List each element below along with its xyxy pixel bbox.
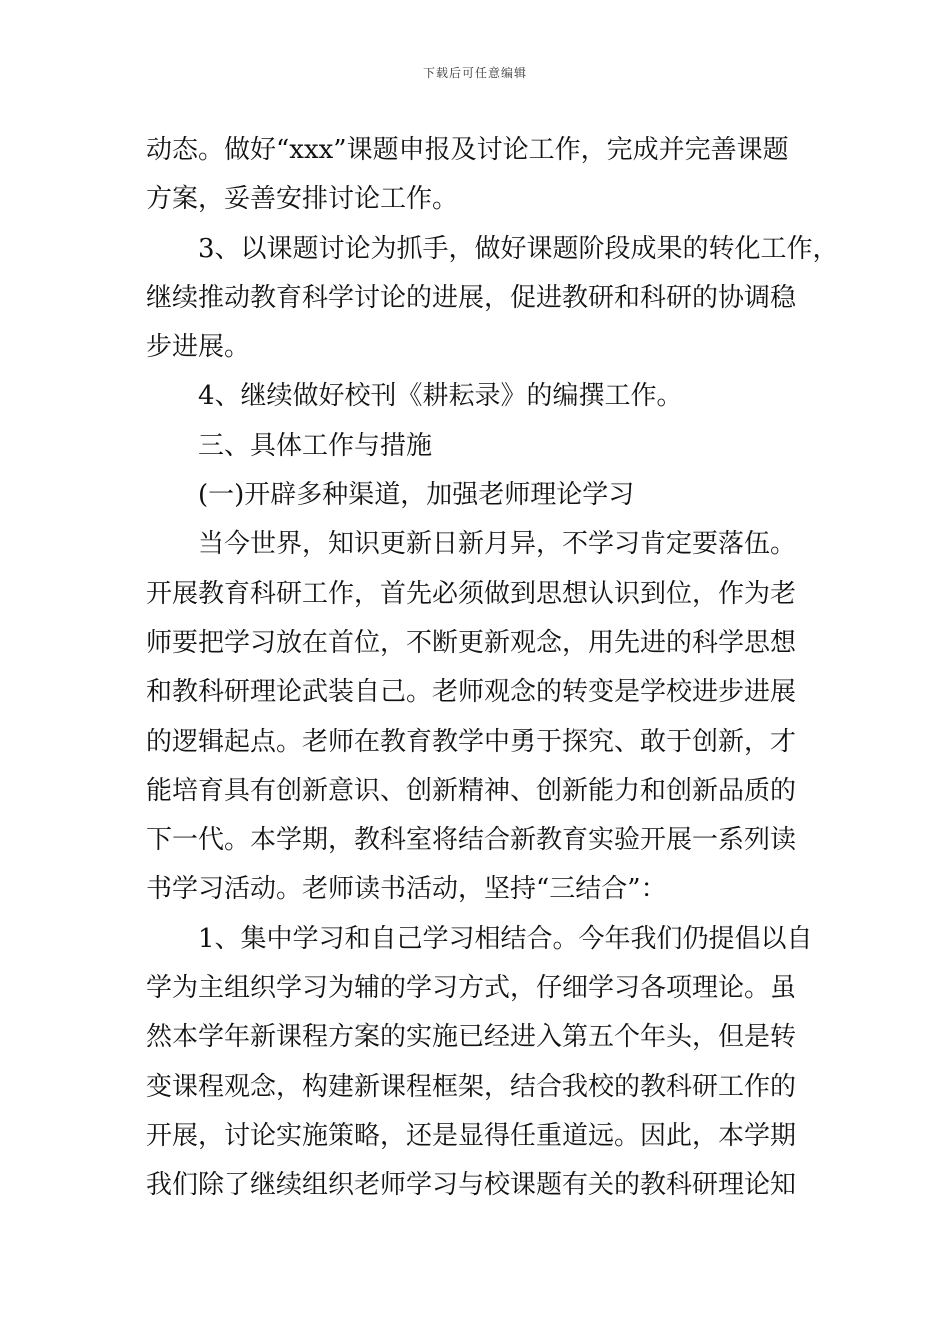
text-line: 1、集中学习和自己学习相结合。今年我们仍提倡以自 xyxy=(198,923,813,954)
text-line: 师要把学习放在首位，不断更新观念，用先进的科学思想 xyxy=(146,627,797,658)
text-line: 的逻辑起点。老师在教育教学中勇于探究、敢于创新，才 xyxy=(146,726,797,757)
text-line: 然本学年新课程方案的实施已经进入第五个年头，但是转 xyxy=(146,1022,797,1053)
text-line: 下一代。本学期，教科室将结合新教育实验开展一系列读 xyxy=(146,825,797,856)
text-line: 变课程观念，构建新课程框架，结合我校的教科研工作的 xyxy=(146,1071,797,1102)
document-body xyxy=(146,126,839,1211)
text-line: 学为主组织学习为辅的学习方式，仔细学习各项理论。虽 xyxy=(146,973,797,1004)
text-line: 能培育具有创新意识、创新精神、创新能力和创新品质的 xyxy=(146,775,797,806)
text-line: 开展，讨论实施策略，还是显得任重道远。因此，本学期 xyxy=(146,1120,797,1151)
text-line: 步进展。 xyxy=(146,332,251,363)
text-line: 开展教育科研工作，首先必须做到思想认识到位，作为老 xyxy=(146,578,797,609)
text-line: 我们除了继续组织老师学习与校课题有关的教科研理论知 xyxy=(146,1170,797,1201)
subsection-heading: (一)开辟多种渠道，加强老师理论学习 xyxy=(198,480,635,511)
section-heading: 三、具体工作与措施 xyxy=(198,430,433,461)
header-note: 下载后可任意编辑 xyxy=(422,66,527,80)
text-line: 当今世界，知识更新日新月异，不学习肯定要落伍。 xyxy=(198,529,797,560)
text-line: 3、以课题讨论为抓手，做好课题阶段成果的转化工作， xyxy=(198,233,839,264)
text-line: 书学习活动。老师读书活动，坚持“三结合”： xyxy=(146,874,667,905)
text-line: 和教科研理论武装自己。老师观念的转变是学校进步进展 xyxy=(146,677,797,708)
text-line: 动态。做好“xxx”课题申报及讨论工作，完成并完善课题 xyxy=(146,135,789,165)
text-line: 4、继续做好校刊《耕耘录》的编撰工作。 xyxy=(198,381,683,412)
text-line: 继续推动教育科学讨论的进展，促进教研和科研的协调稳 xyxy=(146,282,797,313)
text-line: 方案，妥善安排讨论工作。 xyxy=(146,184,459,215)
